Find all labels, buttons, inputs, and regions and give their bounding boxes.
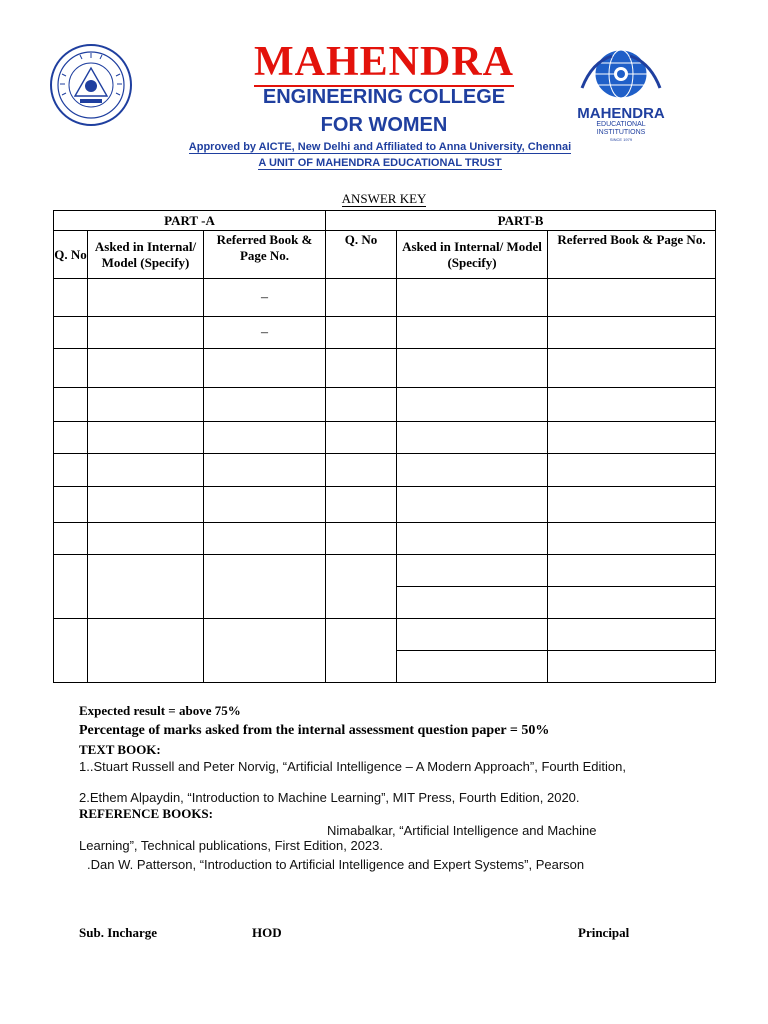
col-header-qno-b: Q. No	[326, 231, 397, 279]
reference-books-label: REFERENCE BOOKS:	[79, 806, 213, 821]
text-book-label: TEXT BOOK:	[79, 742, 161, 757]
dash-cell: –	[204, 279, 326, 317]
col-header-referred-b: Referred Book & Page No.	[548, 231, 716, 279]
col-header-asked-b: Asked in Internal/ Model (Specify)	[397, 231, 548, 279]
table-row	[54, 522, 716, 554]
table-row	[54, 486, 716, 522]
answer-key-title: ANSWER KEY	[341, 191, 427, 206]
sub-incharge-signature: Sub. Incharge	[79, 925, 158, 940]
table-row	[54, 388, 716, 422]
logo-brand-since: SINCE 1979	[609, 137, 633, 142]
table-row	[54, 317, 716, 349]
part-b-header: PART-B	[326, 211, 716, 231]
col-header-asked-a: Asked in Internal/ Model (Specify)	[88, 231, 204, 279]
col-header-referred-a: Referred Book & Page No.	[204, 231, 326, 279]
college-subtitle-1: ENGINEERING COLLEGE	[262, 86, 506, 108]
logo-brand-subtext: EDUCATIONAL INSTITUTIONS	[596, 121, 646, 136]
table-column-header-row	[54, 231, 716, 279]
college-subtitle-2: FOR WOMEN	[320, 114, 448, 136]
table-row	[54, 279, 716, 317]
table-row	[54, 454, 716, 486]
college-name: MAHENDRA	[254, 39, 514, 85]
text-book-2: 2.Ethem Alpaydin, “Introduction to Machine Learning”, MIT Press, Fourth Edition, 2020.	[79, 790, 580, 805]
table-row	[54, 554, 716, 586]
expected-result: Expected result = above 75%	[79, 703, 241, 718]
globe-icon	[572, 44, 670, 100]
table-part-header-row	[54, 211, 716, 231]
hod-signature: HOD	[252, 925, 282, 940]
table-row	[54, 618, 716, 650]
approval-line: Approved by AICTE, New Delhi and Affiliated to Anna University, Chennai	[188, 141, 572, 153]
col-header-qno-a: Q. No	[54, 231, 88, 279]
dash-cell: –	[204, 317, 326, 349]
part-a-header: PART -A	[54, 211, 326, 231]
principal-signature: Principal	[578, 925, 630, 940]
percentage-marks: Percentage of marks asked from the internal assessment question paper = 50%	[79, 723, 550, 738]
answer-key-table	[53, 210, 716, 683]
text-book-1: 1..Stuart Russell and Peter Norvig, “Artificial Intelligence – A Modern Approach”, Fourth Edition,	[79, 759, 626, 774]
trust-line: A UNIT OF MAHENDRA EDUCATIONAL TRUST	[258, 157, 502, 169]
reference-1-line-1: Nimabalkar, “Artificial Intelligence and Machine	[327, 823, 597, 838]
table-row	[54, 349, 716, 388]
mahendra-institutions-logo	[572, 44, 670, 142]
table-row	[54, 422, 716, 454]
reference-1-line-2: Learning”, Technical publications, First Edition, 2023.	[79, 838, 383, 853]
reference-2: .Dan W. Patterson, “Introduction to Artificial Intelligence and Expert Systems”, Pearson	[87, 857, 585, 872]
logo-brand-text: MAHENDRA	[577, 105, 665, 122]
